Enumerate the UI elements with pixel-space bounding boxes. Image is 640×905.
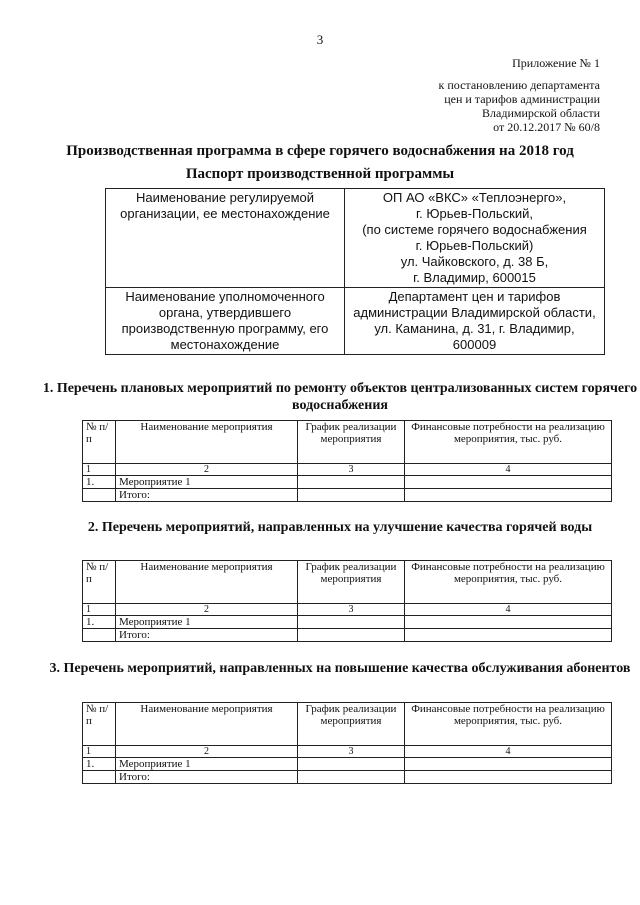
row-schedule: [298, 476, 405, 489]
row-number: 1.: [83, 476, 116, 489]
header-num: № п/п: [83, 703, 116, 746]
row-finance: [405, 758, 612, 771]
column-number: 3: [298, 604, 405, 616]
total-row: [83, 629, 612, 642]
total-finance: [405, 489, 612, 502]
header-schedule: График реализации мероприятия: [298, 703, 405, 746]
passport-table: [105, 188, 605, 355]
header-name: Наименование мероприятия: [116, 561, 298, 604]
total-label: Итого:: [116, 771, 298, 784]
section-title: 2. Перечень мероприятий, направленных на улучшение качества горячей воды: [87, 520, 593, 535]
column-number-row: [83, 464, 612, 476]
header-name: Наименование мероприятия: [116, 421, 298, 464]
plan-table: [82, 420, 612, 502]
row-finance: [405, 476, 612, 489]
header-schedule: График реализации мероприятия: [298, 421, 405, 464]
table-row: [83, 616, 612, 629]
column-number: 4: [405, 464, 612, 476]
column-number: 2: [116, 746, 298, 758]
row-name: Мероприятие 1: [116, 758, 298, 771]
appendix-line: от 20.12.2017 № 60/8: [493, 120, 600, 134]
passport-label: Наименование уполномоченного органа, утвердившего производственную программу, его местонахождение: [106, 288, 345, 355]
column-number: 3: [298, 464, 405, 476]
passport-value-line: (по системе горячего водоснабжения: [362, 222, 587, 237]
total-finance: [405, 629, 612, 642]
passport-value: [345, 189, 605, 288]
row-finance: [405, 616, 612, 629]
main-title: Производственная программа в сфере горячего водоснабжения на 2018 год: [66, 143, 574, 159]
total-num-cell: [83, 629, 116, 642]
header-finance: Финансовые потребности на реализацию мероприятия, тыс. руб.: [405, 561, 612, 604]
page-number: 3: [316, 32, 324, 47]
column-number: 1: [83, 604, 116, 616]
plan-table: [82, 702, 612, 784]
passport-value-line: ул. Чайковского, д. 38 Б,: [400, 254, 549, 269]
total-num-cell: [83, 489, 116, 502]
total-label: Итого:: [116, 489, 298, 502]
column-number: 4: [405, 604, 612, 616]
column-number: 2: [116, 604, 298, 616]
table-header-row: [83, 703, 612, 746]
passport-value-line: Департамент цен и тарифов: [388, 289, 561, 304]
row-schedule: [298, 616, 405, 629]
header-name: Наименование мероприятия: [116, 703, 298, 746]
passport-title: Паспорт производственной программы: [185, 166, 455, 182]
row-name: Мероприятие 1: [116, 476, 298, 489]
table-header-row: [83, 421, 612, 464]
column-number: 4: [405, 746, 612, 758]
appendix-block: [439, 56, 600, 134]
passport-row: [106, 189, 605, 288]
appendix-line: цен и тарифов администрации: [444, 92, 600, 106]
total-schedule: [298, 771, 405, 784]
row-number: 1.: [83, 758, 116, 771]
total-schedule: [298, 489, 405, 502]
passport-value-line: 600009: [452, 337, 497, 352]
row-number: 1.: [83, 616, 116, 629]
passport-row: [106, 288, 605, 355]
section-title: 1. Перечень плановых мероприятий по ремонту объектов централизованных систем горячего водоснабжения: [42, 381, 638, 413]
total-finance: [405, 771, 612, 784]
header-num: № п/п: [83, 561, 116, 604]
passport-value: [345, 288, 605, 355]
header-num: № п/п: [83, 421, 116, 464]
passport-value-line: г. Юрьев-Польский,: [416, 206, 533, 221]
header-finance: Финансовые потребности на реализацию мероприятия, тыс. руб.: [405, 703, 612, 746]
header-finance: Финансовые потребности на реализацию мероприятия, тыс. руб.: [405, 421, 612, 464]
row-name: Мероприятие 1: [116, 616, 298, 629]
column-number-row: [83, 746, 612, 758]
total-label: Итого:: [116, 629, 298, 642]
total-schedule: [298, 629, 405, 642]
section-title: 3. Перечень мероприятий, направленных на повышение качества обслуживания абонентов: [49, 661, 631, 676]
header-schedule: График реализации мероприятия: [298, 561, 405, 604]
passport-label: Наименование регулируемой организации, ее местонахождение: [106, 189, 345, 288]
column-number-row: [83, 604, 612, 616]
passport-value-line: г. Юрьев-Польский): [415, 238, 534, 253]
passport-value-line: ул. Каманина, д. 31, г. Владимир,: [374, 321, 575, 336]
passport-value-line: ОП АО «ВКС» «Теплоэнерго»,: [382, 190, 567, 205]
appendix-title: Приложение № 1: [512, 56, 600, 70]
passport-value-line: администрации Владимирской области,: [353, 305, 596, 320]
table-row: [83, 758, 612, 771]
row-schedule: [298, 758, 405, 771]
table-row: [83, 476, 612, 489]
column-number: 1: [83, 746, 116, 758]
column-number: 2: [116, 464, 298, 476]
passport-value-line: г. Владимир, 600015: [413, 270, 536, 285]
total-num-cell: [83, 771, 116, 784]
total-row: [83, 489, 612, 502]
plan-table: [82, 560, 612, 642]
total-row: [83, 771, 612, 784]
appendix-line: к постановлению департамента: [438, 78, 600, 92]
table-header-row: [83, 561, 612, 604]
appendix-line: Владимирской области: [482, 106, 600, 120]
column-number: 1: [83, 464, 116, 476]
column-number: 3: [298, 746, 405, 758]
